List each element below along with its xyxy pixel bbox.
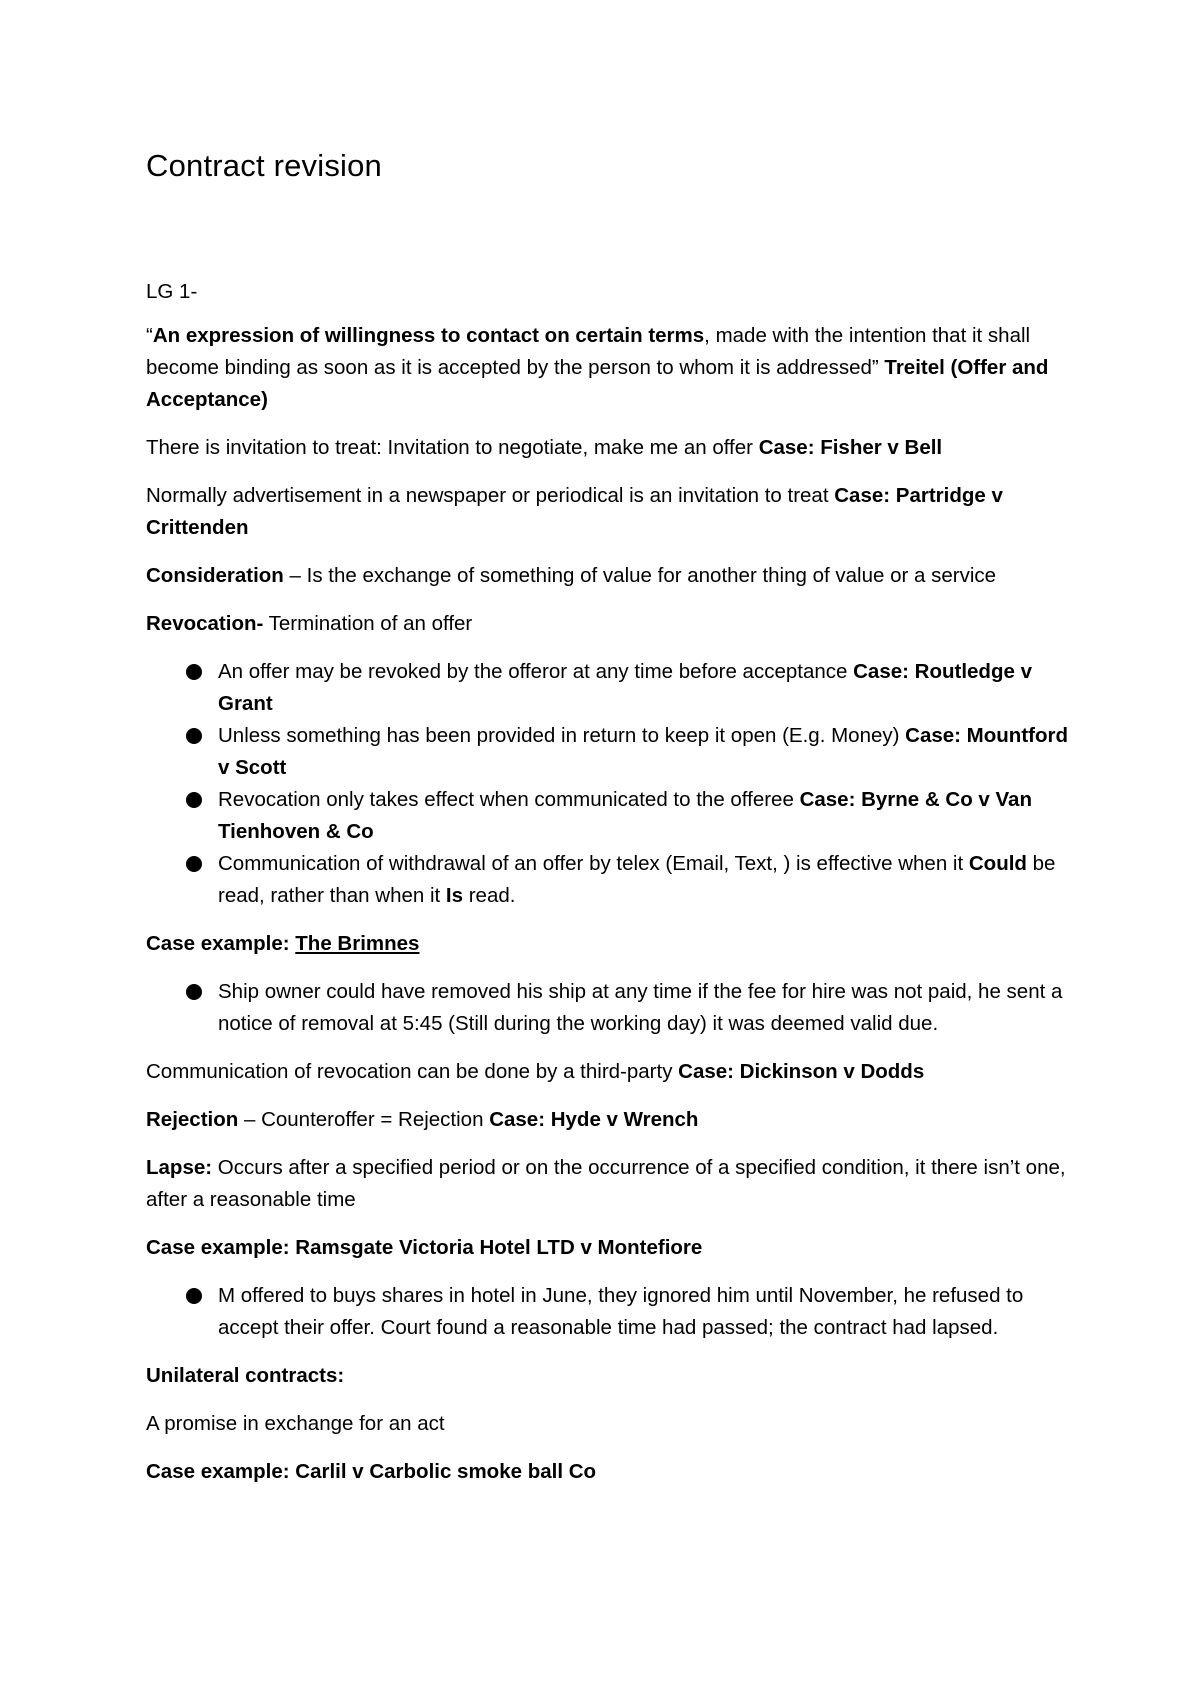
- definition-source: Treitel (Offer and Acceptance): [146, 356, 1049, 411]
- case-citation: Case example: Carlil v Carbolic smoke ball Co: [146, 1460, 597, 1483]
- case-citation: Case example: Ramsgate Victoria Hotel LTD v Montefiore: [146, 1236, 703, 1259]
- invitation-to-treat-paragraph: [146, 432, 1070, 464]
- third-party-paragraph: [146, 1056, 1070, 1088]
- carlill-case-heading: [146, 1456, 1070, 1488]
- term-heading: Rejection: [146, 1108, 239, 1131]
- bullet-icon: [186, 856, 202, 872]
- list-item: [146, 1280, 1070, 1344]
- offer-definition-paragraph: [146, 320, 1070, 416]
- list-item-text: be read, rather than when it: [218, 852, 1056, 907]
- case-citation: Case: Fisher v Bell: [758, 436, 943, 459]
- case-citation: Case: Hyde v Wrench: [489, 1108, 699, 1131]
- list-item: [146, 976, 1070, 1040]
- case-name: The Brimnes: [295, 932, 420, 955]
- list-item: [146, 784, 1070, 848]
- definition-bold: An expression of willingness to contact on certain terms: [152, 324, 705, 347]
- list-item-text: Unless something has been provided in return to keep it open (E.g. Money): [218, 724, 906, 747]
- ramsgate-case-heading: [146, 1232, 1070, 1264]
- rejection-paragraph: [146, 1104, 1070, 1136]
- bullet-icon: [186, 792, 202, 808]
- paragraph-text: A promise in exchange for an act: [146, 1412, 445, 1435]
- brimnes-case-heading: [146, 928, 1070, 960]
- case-label: Case example:: [146, 932, 296, 955]
- list-item-text: M offered to buys shares in hotel in June, they ignored him until November, he refused to accept their offer. Court found a reasonable time had passed; the contract had lapsed.: [218, 1284, 1024, 1339]
- document-body: [146, 276, 1070, 1504]
- bullet-icon: [186, 728, 202, 744]
- paragraph-text: Termination of an offer: [263, 612, 473, 635]
- unilateral-definition: [146, 1408, 1070, 1440]
- list-item-text: Communication of withdrawal of an offer by telex (Email, Text, ) is effective when it: [218, 852, 969, 875]
- revocation-bullet-list: [146, 656, 1070, 912]
- emphasis: Is: [445, 884, 464, 907]
- quote-mark: “: [146, 324, 153, 347]
- list-item: [146, 656, 1070, 720]
- lapse-paragraph: [146, 1152, 1070, 1216]
- emphasis: Could: [968, 852, 1027, 875]
- list-item: [146, 720, 1070, 784]
- list-item-text: Ship owner could have removed his ship at any time if the fee for hire was not paid, he sent a notice of removal at 5:45 (Still during the working day) it was deemed valid due.: [218, 980, 1063, 1035]
- brimnes-bullet-list: [146, 976, 1070, 1040]
- paragraph-text: There is invitation to treat: Invitation to negotiate, make me an offer: [146, 436, 759, 459]
- case-citation: Case: Mountford v Scott: [218, 724, 1068, 779]
- paragraph-text: – Is the exchange of something of value for another thing of value or a service: [283, 564, 997, 587]
- bullet-icon: [186, 1288, 202, 1304]
- consideration-paragraph: [146, 560, 1070, 592]
- list-item: [146, 848, 1070, 912]
- ramsgate-bullet-list: [146, 1280, 1070, 1344]
- case-citation: Case: Routledge v Grant: [218, 660, 1032, 715]
- paragraph-text: – Counteroffer = Rejection: [238, 1108, 490, 1131]
- page-title: Contract revision: [146, 148, 382, 183]
- case-citation: Case: Partridge v Crittenden: [146, 484, 1003, 539]
- case-citation: Case: Dickinson v Dodds: [678, 1060, 925, 1083]
- term-heading: Consideration: [146, 564, 284, 587]
- paragraph-text: Communication of revocation can be done by a third-party: [146, 1060, 679, 1083]
- term-heading: Lapse:: [146, 1156, 213, 1179]
- section-heading-lg1: LG 1-: [146, 280, 198, 303]
- case-citation: Case: Byrne & Co v Van Tienhoven & Co: [218, 788, 1032, 843]
- paragraph-text: Normally advertisement in a newspaper or periodical is an invitation to treat: [146, 484, 835, 507]
- unilateral-heading: [146, 1360, 1070, 1392]
- list-item-text: An offer may be revoked by the offeror at any time before acceptance: [218, 660, 854, 683]
- list-item-text: Revocation only takes effect when communicated to the offeree: [218, 788, 800, 811]
- revocation-paragraph: [146, 608, 1070, 640]
- bullet-icon: [186, 664, 202, 680]
- advertisement-paragraph: [146, 480, 1070, 544]
- term-heading: Revocation-: [146, 612, 264, 635]
- paragraph-text: Occurs after a specified period or on the occurrence of a specified condition, it there isn’t one, after a reasonable time: [146, 1156, 1066, 1211]
- list-item-text: read.: [463, 884, 516, 907]
- definition-text: , made with the intention that it shall become binding as soon as it is accepted by the person to whom it is addressed”: [146, 324, 1031, 379]
- term-heading: Unilateral contracts:: [146, 1364, 345, 1387]
- bullet-icon: [186, 984, 202, 1000]
